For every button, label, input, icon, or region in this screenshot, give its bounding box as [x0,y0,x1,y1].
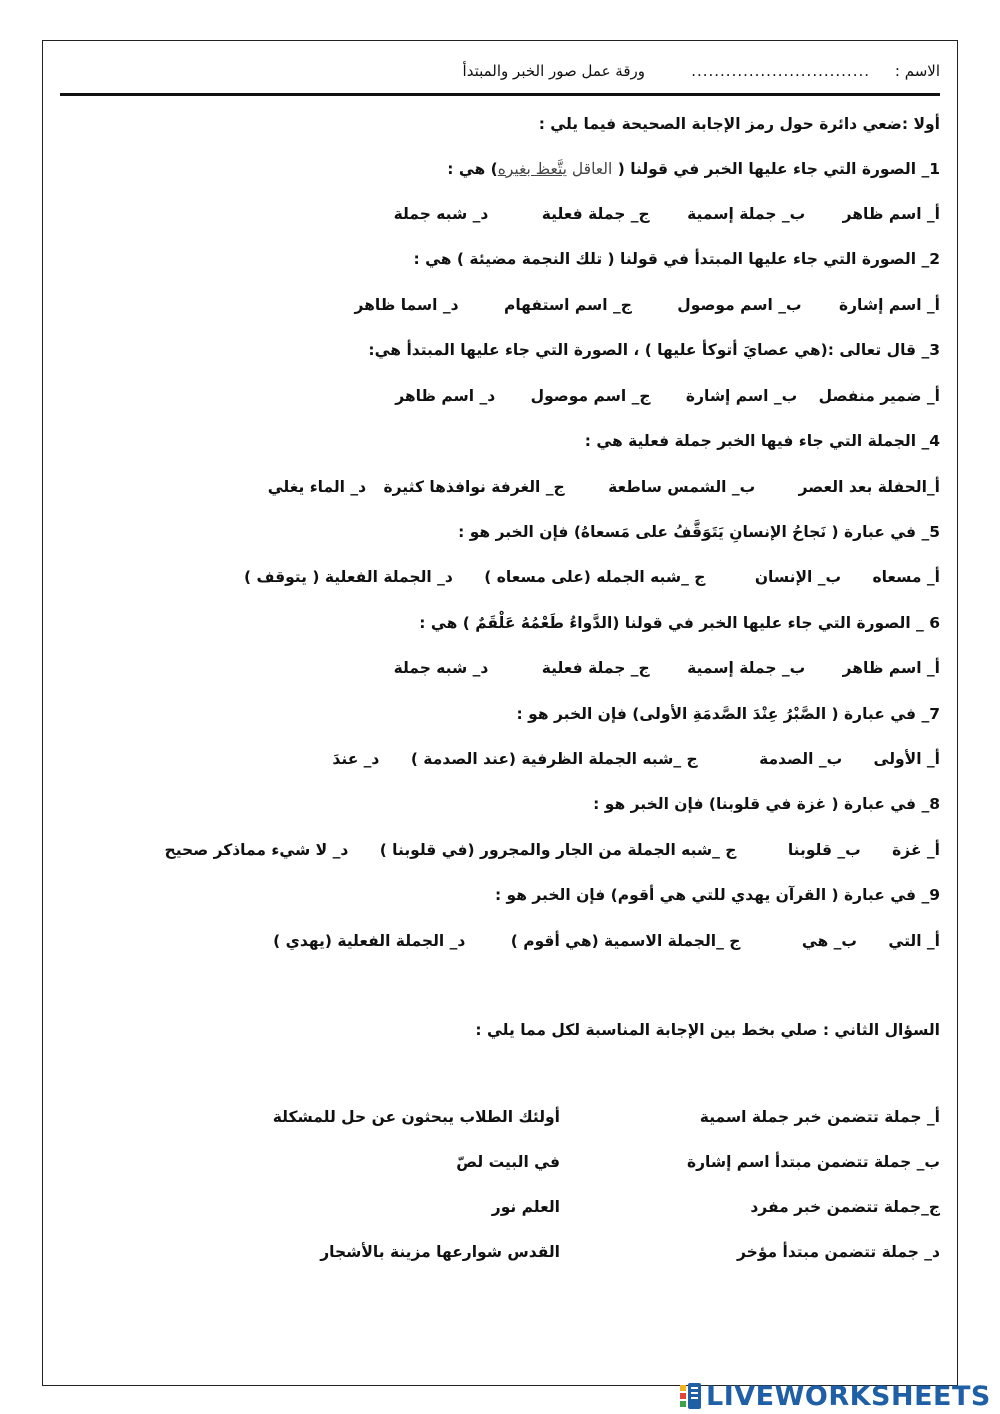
option[interactable]: ب_ هي [801,932,857,950]
option[interactable]: ب_ الإنسان [754,568,842,586]
question-7-options [332,748,940,770]
option[interactable]: ج_ جملة فعلية [541,205,650,223]
match-left-item[interactable]: أ_ جملة تتضمن خبر جملة اسمية [699,1108,940,1126]
option[interactable]: أ_ اسم إشارة [838,296,940,314]
option[interactable]: ج_ جملة فعلية [541,659,650,677]
option[interactable]: د_ الماء يغلي [267,478,367,496]
option[interactable]: د_ اسم ظاهر [395,387,496,405]
match-right-item[interactable]: العلم نور [491,1198,560,1216]
question-8-options [165,839,940,861]
option[interactable]: ج_ اسم موصول [530,387,651,405]
option[interactable]: أ_ غزة [892,841,940,859]
question-3-options [395,385,940,407]
option[interactable]: ج _الجملة الاسمية (هي أقوم ) [510,932,741,950]
question-2-stem: 2_ الصورة التي جاء عليها المبتدأ في قولنا ( تلك النجمة مضيئة ) هي : [413,250,940,268]
option[interactable]: أ_ اسم ظاهر [842,205,940,223]
option[interactable]: أ_ مسعاه [872,568,940,586]
liveworksheets-logo-text: LIVEWORKSHEETS [706,1381,991,1412]
question-2-options [355,294,940,316]
section1-instruction: أولا :ضعي دائرة حول رمز الإجابة الصحيحة فيما يلي : [538,115,940,133]
option[interactable]: د_ اسما ظاهر [354,296,459,314]
question-3-stem: 3_ قال تعالى :(هي عصايَ أتوكأ عليها ) ، الصورة التي جاء عليها المبتدأ هي: [368,341,940,359]
match-right-item[interactable]: القدس شوارعها مزينة بالأشجار [320,1243,560,1261]
name-label: الاسم : [894,62,940,80]
question-5-options [244,566,940,588]
option[interactable]: ب_ جملة إسمية [687,659,806,677]
option[interactable]: ب_ اسم إشارة [685,387,798,405]
option[interactable]: د_ شبه جملة [393,205,489,223]
liveworksheets-logo [680,1381,990,1413]
option[interactable]: د_ شبه جملة [393,659,489,677]
match-left-item[interactable]: ب_ جملة تتضمن مبتدأ اسم إشارة [686,1153,940,1171]
option[interactable]: أ_ اسم ظاهر [842,659,940,677]
header-divider [60,93,940,96]
question-6-options [394,657,940,679]
option[interactable]: ب_ الصدمة [759,750,843,768]
option[interactable]: أ_ ضمير منفصل [818,387,940,405]
question-1-options [394,203,940,225]
option[interactable]: ب_ قلوبنا [787,841,861,859]
option[interactable]: ج _شبه الجمله (على مسعاه ) [484,568,706,586]
question-9-options [273,930,940,952]
match-right-item[interactable]: أولئك الطلاب يبحثون عن حل للمشكلة [272,1108,560,1126]
match-right-item[interactable]: في البيت لصّ [456,1153,560,1171]
option[interactable]: أ_ التي [888,932,940,950]
question-7-stem: 7_ في عبارة ( الصَّبْرُ عِنْدَ الصَّدمَةِ الأولى) فإن الخبر هو : [516,705,940,723]
liveworksheets-logo-icon [680,1383,702,1409]
option[interactable]: ب_ جملة إسمية [687,205,806,223]
option[interactable]: د_ لا شيء مماذكر صحيح [164,841,349,859]
question-4-options [268,476,940,498]
question-1-stem: 1_ الصورة التي جاء عليها الخبر في قولنا ( العاقل يتَّعظ بغيره) هي : [447,160,940,178]
option[interactable]: د_ الجملة الفعلية ( يتوقف ) [244,568,453,586]
option[interactable]: ج_ الغرفة نوافذها كثيرة [383,478,565,496]
question-9-stem: 9_ في عبارة ( القرآن يهدي للتي هي أقوم) فإن الخبر هو : [494,886,940,904]
option[interactable]: ب_ اسم موصول [677,296,802,314]
option[interactable]: أ_الحفلة بعد العصر [798,478,940,496]
option[interactable]: د_ الجملة الفعلية (يهدي ) [273,932,466,950]
question-6-stem: 6 _ الصورة التي جاء عليها الخبر في قولنا (الدَّواءُ طَعْمُهُ عَلْقَمٌ ) هي : [419,614,940,632]
question-4-stem: 4_ الجملة التي جاء فيها الخبر جملة فعلية هي : [584,432,940,450]
match-left-item[interactable]: د_ جملة تتضمن مبتدأ مؤخر [737,1243,940,1261]
option[interactable]: ج _شبه الجملة من الجار والمجرور (في قلوبنا ) [379,841,737,859]
question-5-stem: 5_ في عبارة ( نَجاحُ الإنسانِ يَتَوَقَّفُ على مَسعاهُ) فإن الخبر هو : [458,523,940,541]
name-field[interactable]: ............................... [691,62,870,80]
match-left-item[interactable]: ج_جملة تتضمن خبر مفرد [750,1198,940,1216]
section2-title: السؤال الثاني : صلي بخط بين الإجابة المناسبة لكل مما يلي : [475,1021,940,1039]
option[interactable]: أ_ الأولى [873,750,940,768]
worksheet-title: ورقة عمل صور الخبر والمبتدأ [462,62,645,80]
option[interactable]: ج _شبه الجملة الظرفية (عند الصدمة ) [410,750,698,768]
option[interactable]: ب_ الشمس ساطعة [608,478,756,496]
worksheet-header [60,60,940,90]
option[interactable]: ج_ اسم استفهام [504,296,632,314]
question-8-stem: 8_ في عبارة ( غزة في قلوبنا) فإن الخبر هو : [593,795,940,813]
option[interactable]: د_ عندَ [332,750,380,768]
